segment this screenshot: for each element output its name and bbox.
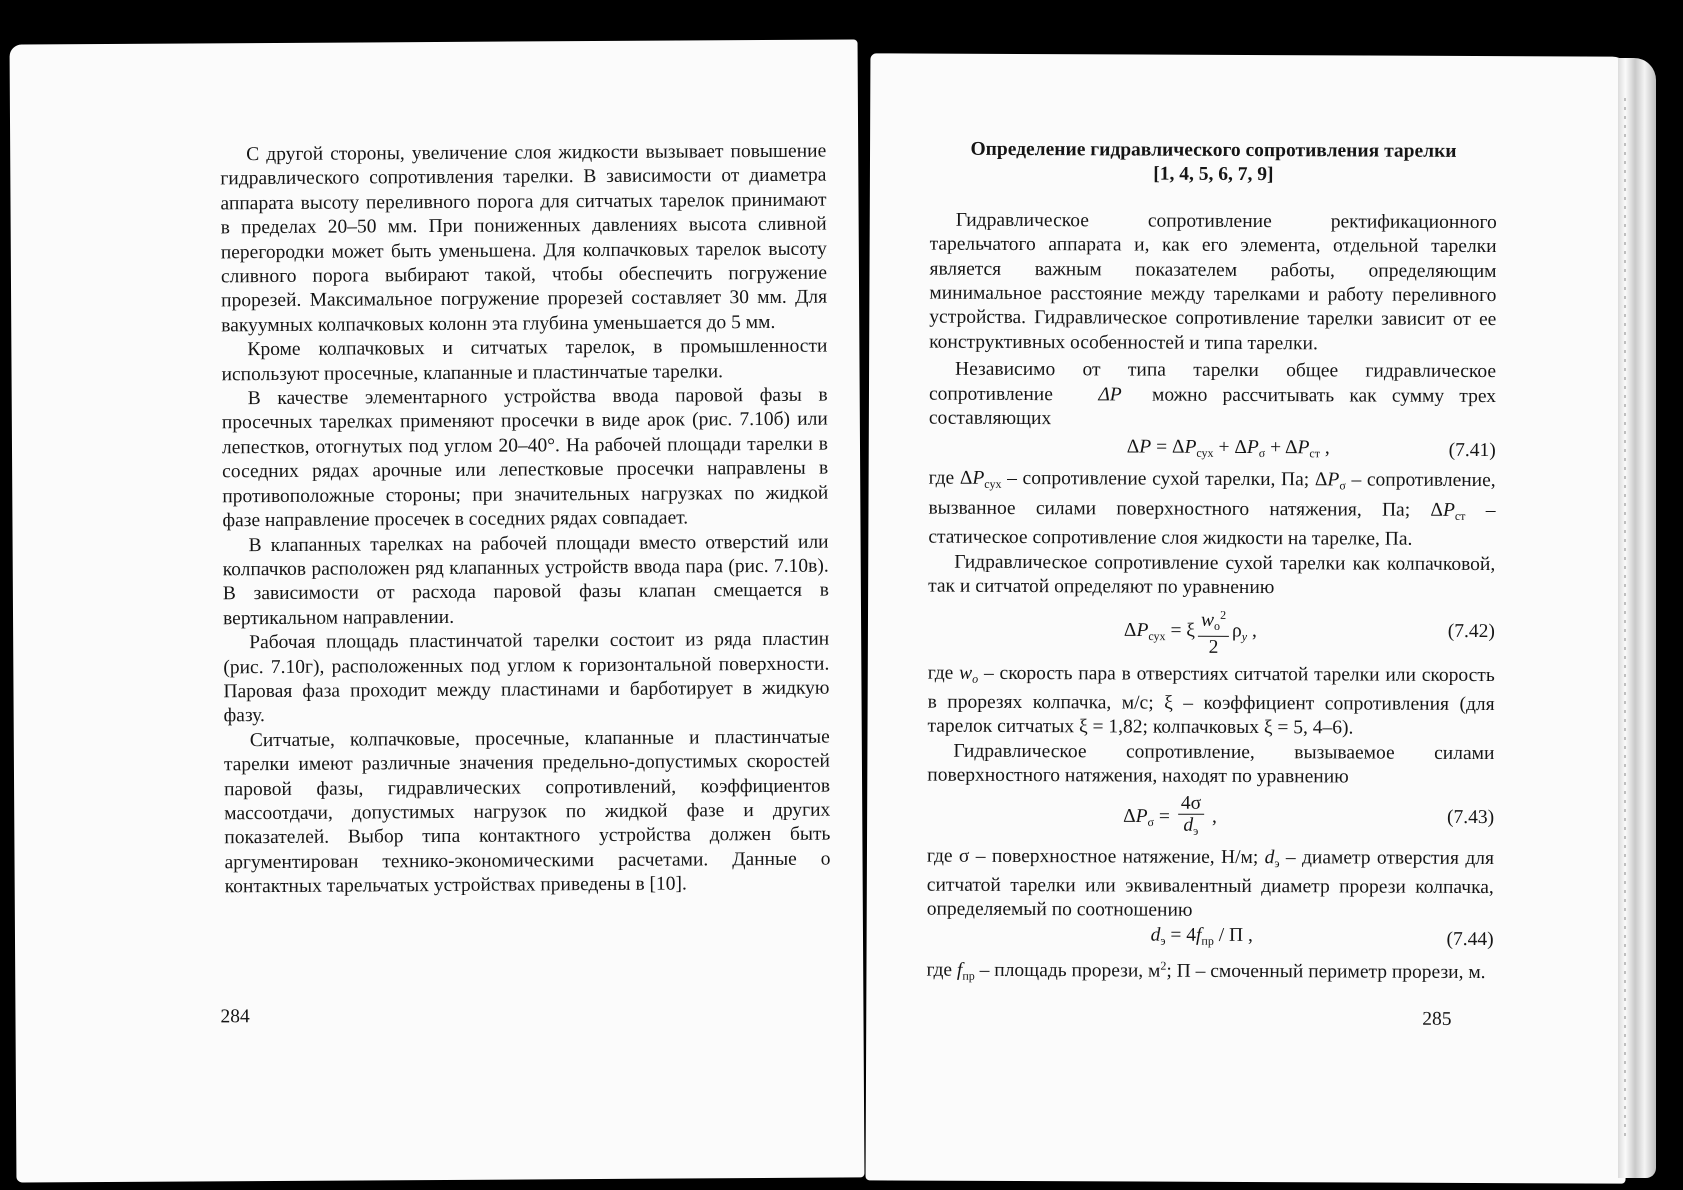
paragraph: где $\Delta P_{сух}$ – сопротивление сухой тарелки, Па; $\Delta P_\sigma$ – сопротивление, вызванное силами поверхностного натяжения, Па; $\Delta P_{ст}$ – статическое сопротивление слоя жидкости на тарелке, Па. [928,468,1496,550]
equation-7-41 [929,431,1496,469]
paragraph: где σ – поверхностное натяжение, Н/м; $d_э$ – диаметр отверстия для ситчатой тарелки или эквивалентный диаметр прорези колпачка, определяемый по соотношению [926,845,1495,922]
paragraph [929,358,1496,434]
paragraph: Кроме колпачковых и ситчатых тарелок, в промышленности используют просечные, клапанные и пластинчатые тарелки. [221,335,828,385]
book-page-edges [1618,58,1656,1178]
equation-number: (7.42) [1447,621,1495,643]
equation-expression: $\Delta P_{сух} = \xi$ $\frac{w_o^2}{2}$ $\rho_y$ , [1124,604,1257,659]
page-number: 285 [1422,1008,1452,1030]
right-page [866,53,1631,1183]
math-symbol: ΔP [1068,383,1137,406]
section-heading [930,138,1497,189]
equation-number: (7.41) [1448,440,1496,462]
heading-line: Определение гидравлического сопротивления тарелки [970,138,1457,162]
paragraph: где $w_o$ – скорость пара в отверстиях ситчатой тарелки или скорость в прорезях колпачка, м/с; ξ – коэффициент сопротивления (для тарелок ситчатых ξ = 1,82; колпачковых ξ = 5, 4–6). [927,662,1495,739]
paragraph: где $f_{пр}$ – площадь прорези, $м^2$; П – смоченный периметр прорези, м. [926,958,1486,983]
paragraph: В клапанных тарелках на рабочей площади вместо отверстий или колпачков расположен ряд клапанных устройств ввода пара (рис. 7.10в). В зависимости от расхода паровой фазы клапан смещается в вертикальном направлении. [222,531,829,630]
math-symbol: $d_э$ [1264,846,1280,870]
left-page-text [220,140,831,900]
equation-expression: $\Delta P_\sigma$ = $\frac{4\sigma}{d_э}$ , [1123,792,1217,838]
equation-7-42 [928,599,1495,663]
math-symbol: $\Delta P_{сух}$ [959,468,1002,492]
text-run: можно рассчитывать как сумму трех составляющих [928,384,1497,430]
right-page-text [926,138,1497,991]
paragraph: Гидравлическое сопротивление сухой тарелки как колпачковой, так и ситчатой определяют по уравнению [928,551,1496,599]
equation-7-43 [927,788,1494,846]
equation-expression: $\Delta P = \Delta P_{сух} + \Delta P_\sigma + \Delta P_{ст}$ , [1126,436,1330,461]
math-symbol: $\Delta P_{ст}$ [1430,499,1466,523]
paragraph: В качестве элементарного устройства ввода паровой фазы в просечных тарелках применяют просечки в виде арок (рис. 7.10б) или лепестков, отогнутых под углом 20–40°. На рабочей площади тарелки в соседних рядах арочные или лепестковые просечки направлены в противоположные стороны; при значительных нагрузках по жидкой фазе направление просечек в соседних рядах совпадает. [221,384,829,532]
paragraph: Ситчатые, колпачковые, просечные, клапанные и пластинчатые тарелки имеют различные значения предельно-допустимых скоростей паровой фазы, гидравлических сопротивлений, коэффициентов массоотдачи, допустимых нагрузок по жидкой фазе и других показателей. Выбор типа контактного устройства должен быть аргументирован технико-экономическими расчетами. Данные о контактных тарельчатых устройствах приведены в [10]. [223,726,831,898]
paragraph: Гидравлическое сопротивление ректификационного тарельчатого аппарата и, как его элемента, отдельной тарелки является важным показателем работы, определяющим минимальное расстояние между тарелками и работу переливного устройства. Гидравлическое сопротивление тарелки зависит от ее конструктивных особенностей и типа тарелки. [929,209,1497,355]
math-symbol: $\Delta P_\sigma$ [1314,469,1346,493]
equation-number: (7.43) [1446,807,1495,829]
equation-7-44 [927,922,1494,954]
paragraph: Рабочая площадь пластинчатой тарелки состоит из ряда пластин (рис. 7.10г), расположенных под углом к горизонтальной поверхности. Паровая фаза проходит между пластинами и барботирует в жидкую фазу. [223,628,830,727]
equation-number: (7.44) [1446,928,1494,950]
heading-refs: [1, 4, 5, 6, 7, 9] [1153,163,1274,186]
equation-expression: $d_э = 4f_{пр} / П$ , [1150,924,1253,948]
paragraph: Гидравлическое сопротивление, вызываемое силами поверхностного натяжения, находят по уравнению [927,740,1495,788]
page-number: 284 [220,1006,250,1028]
math-symbol: $w_o$ [959,662,979,686]
left-page [10,39,865,1182]
text-run: Независимо от типа тарелки общее гидравлическое сопротивление [928,358,1497,405]
paragraph: С другой стороны, увеличение слоя жидкости вызывает повышение гидравлического сопротивления тарелки. В зависимости от диаметра аппарата высоту переливного порога для ситчатых тарелок принимают в пределах 20–50 мм. При пониженных давлениях высота сливной перегородки может быть уменьшена. Для колпачковых тарелок высоту сливного порога выбирают такой, чтобы обеспечить погружение прорезей. Максимальное погружение прорезей составляет 30 мм. Для вакуумных колпачковых колонн эта глубина уменьшается до 5 мм. [220,140,828,337]
math-symbol: $f_{пр}$ [956,959,975,983]
